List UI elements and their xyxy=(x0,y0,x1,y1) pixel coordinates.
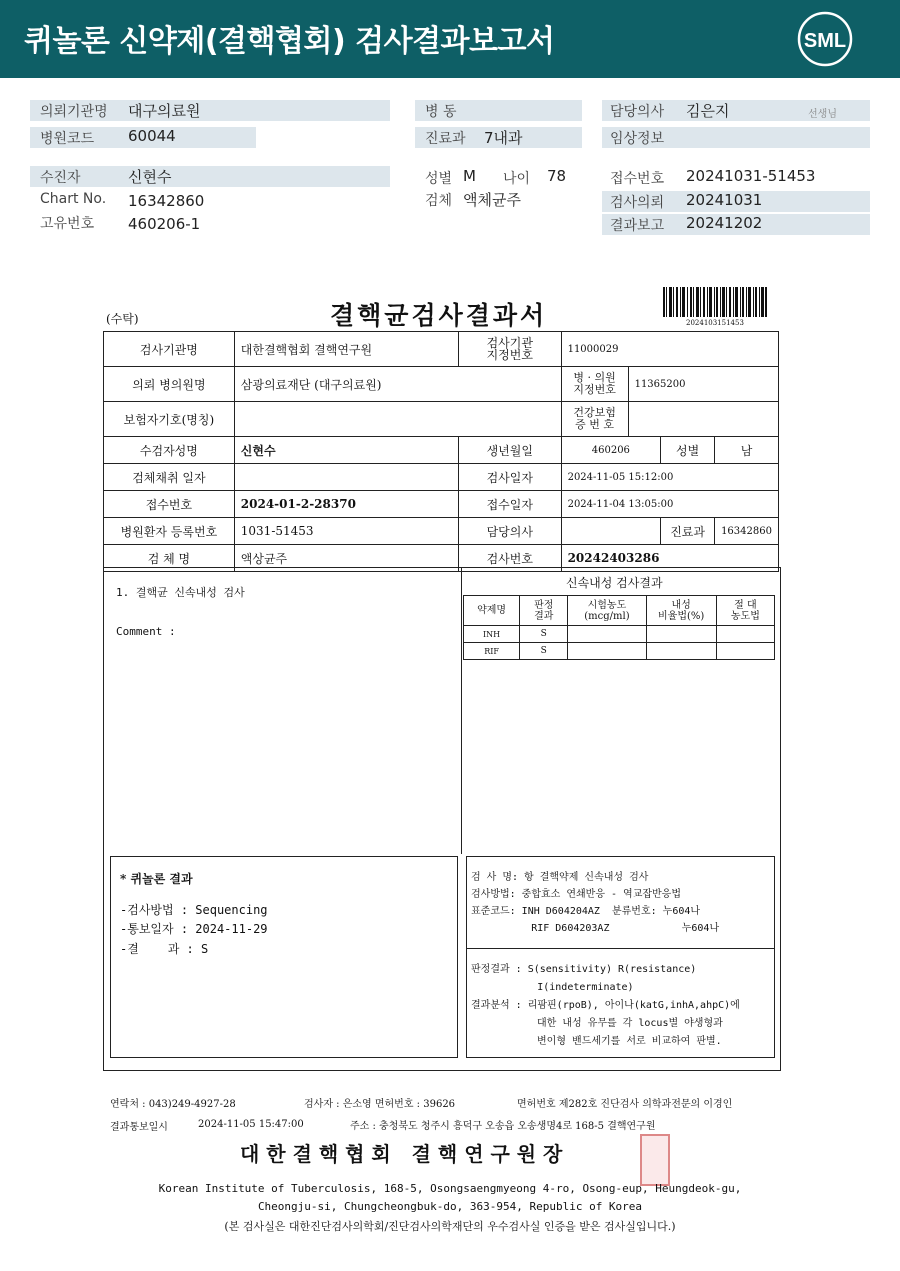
drug-absolute xyxy=(716,643,774,660)
request-label: 검사의뢰 xyxy=(610,195,665,211)
doctor-suffix: 선생님 xyxy=(808,109,837,120)
examinee-label: 수검자성명 xyxy=(104,437,235,464)
drug-header: 약제명 xyxy=(464,596,520,626)
comment-label: Comment : xyxy=(116,625,176,638)
ward-label: 병 동 xyxy=(425,104,457,120)
code-value: 60044 xyxy=(128,127,176,145)
patient-label: 수진자 xyxy=(40,170,81,186)
insurance-no-label: 건강보험 증 번 호 xyxy=(562,402,629,436)
patient-reg-value: 1031-51453 xyxy=(234,518,458,545)
examinee-value: 신현수 xyxy=(234,437,458,464)
quinolone-title: * 퀴놀론 결과 xyxy=(120,872,193,886)
receipt-value: 20241031-51453 xyxy=(686,167,816,185)
footer-license: 면허번호 제282호 진단검사 의학과전문의 이경인 xyxy=(517,1099,733,1110)
sample-value: 액상균주 xyxy=(234,545,458,572)
drug-ratio xyxy=(646,643,716,660)
patient-row-bg xyxy=(30,166,390,187)
dept-value: 7내과 xyxy=(484,129,523,147)
footer-note: (본 검사실은 대한진단검사의학회/진단검사의학재단의 우수검사실 인증을 받은 검사실입니다.) xyxy=(224,1220,676,1233)
insurance-no-value xyxy=(629,402,635,436)
drug-name: RIF xyxy=(464,643,520,660)
conc-header: 시험농도 (mcg/ml) xyxy=(568,596,646,626)
footer-notify-label: 결과통보일시 xyxy=(110,1122,168,1133)
hospital-id-label: 병 · 의원 지정번호 xyxy=(562,367,629,401)
test-date-label: 검사일자 xyxy=(459,464,562,491)
interp-line5: 변이형 밴드세기를 서로 비교하여 판별. xyxy=(537,1036,722,1047)
uid-label: 고유번호 xyxy=(40,216,95,232)
footer-org-name: 대 한 결 핵 협 회 결 핵 연 구 원 장 xyxy=(240,1142,563,1166)
patient-reg-label: 병원환자 등록번호 xyxy=(104,518,235,545)
sml-logo-icon xyxy=(796,10,854,68)
rapid-result-title: 신속내성 검사결과 xyxy=(566,576,663,590)
quinolone-result: -결 과 : S xyxy=(120,942,209,956)
chart-label: Chart No. xyxy=(40,191,107,207)
chart-value: 16342860 xyxy=(128,192,205,210)
footer-eng2: Cheongju-si, Chungcheongbuk-do, 363-954, Republic of Korea xyxy=(257,1200,643,1213)
receipt-date-value: 2024-11-04 13:05:00 xyxy=(561,491,778,518)
doc-sex-label: 성별 xyxy=(661,437,715,464)
doc-sex-value: 남 xyxy=(715,437,779,464)
test-no-label: 검사번호 xyxy=(459,545,562,572)
inst-label: 의뢰기관명 xyxy=(40,104,108,120)
drug-result: S xyxy=(520,643,568,660)
ratio-header: 내성 비율법(%) xyxy=(646,596,716,626)
specimen-value: 액체균주 xyxy=(463,191,521,209)
footer-tester: 검사자 : 은소영 면허번호 : 39626 xyxy=(304,1099,456,1110)
test-no-value: 20242403286 xyxy=(561,545,778,572)
header-bar xyxy=(0,0,900,78)
barcode-number: 2024103151453 xyxy=(686,319,744,327)
sex-label: 성별 xyxy=(425,171,453,187)
hospital-label: 의뢰 병의원명 xyxy=(104,367,235,402)
interp-line4: 대한 내성 유무를 각 locus별 야생형과 xyxy=(537,1018,723,1029)
report-label: 결과보고 xyxy=(610,218,665,234)
result-table xyxy=(103,331,779,572)
doc-receipt-label: 접수번호 xyxy=(104,491,235,518)
inst-name-label: 검사기관명 xyxy=(104,332,235,367)
drug-conc xyxy=(568,643,646,660)
footer-contact: 연락처 : 043)249-4927-28 xyxy=(110,1099,236,1110)
consign-label: (수탁) xyxy=(106,312,139,326)
code-label: 병원코드 xyxy=(40,131,95,147)
doctor-label: 담당의사 xyxy=(610,104,665,120)
doc-dept-label: 진료과 xyxy=(661,518,715,545)
logo-text: SML xyxy=(803,30,847,52)
method-line4: RIF D604203AZ 누604나 xyxy=(471,923,720,934)
birth-value: 460206 xyxy=(561,437,661,464)
test-name: 1. 결핵균 신속내성 검사 xyxy=(116,586,245,599)
receipt-label: 접수번호 xyxy=(610,171,665,187)
footer-notify-value: 2024-11-05 15:47:00 xyxy=(198,1119,304,1130)
patient-value: 신현수 xyxy=(128,168,172,186)
doc-doctor-label: 담당의사 xyxy=(459,518,562,545)
insurer-label: 보험자기호(명칭) xyxy=(104,402,235,437)
age-value: 78 xyxy=(547,167,567,185)
footer-eng1: Korean Institute of Tuberculosis, 168-5, Osongsaengmyeong 4-ro, Osong-eup, Heungdeok-gu, xyxy=(158,1182,742,1195)
sample-label: 검 체 명 xyxy=(104,545,235,572)
inst-id-label: 검사기관 지정번호 xyxy=(459,332,562,367)
receipt-date-label: 접수일자 xyxy=(459,491,562,518)
doc-title: 결핵균검사결과서 xyxy=(330,301,548,330)
doc-receipt-value: 2024-01-2-28370 xyxy=(234,491,458,518)
quinolone-method: -검사방법 : Sequencing xyxy=(120,903,268,917)
collect-date-label: 검체채취 일자 xyxy=(104,464,235,491)
official-seal-icon xyxy=(640,1134,670,1186)
inst-name-value: 대한결핵협회 결핵연구원 xyxy=(234,332,458,367)
drug-ratio xyxy=(646,626,716,643)
method-line1: 검 사 명: 항 결핵약제 신속내성 검사 xyxy=(471,872,649,883)
method-line2: 검사방법: 중합효소 연쇄반응 - 역교잡반응법 xyxy=(471,889,682,900)
interp-text xyxy=(471,961,740,1051)
interp-line1: 판정결과 : S(sensitivity) R(resistance) xyxy=(471,964,697,975)
drug-result: S xyxy=(520,626,568,643)
specimen-label: 검체 xyxy=(425,193,453,209)
method-text xyxy=(471,869,719,937)
uid-value: 460206-1 xyxy=(128,215,201,233)
collect-date-value xyxy=(234,464,458,491)
doc-doctor-value xyxy=(561,518,661,545)
absolute-header: 절 대 농도법 xyxy=(716,596,774,626)
sex-value: M xyxy=(463,167,476,185)
report-value: 20241202 xyxy=(686,214,763,232)
doctor-value: 김은지 xyxy=(686,102,730,120)
method-divider xyxy=(466,948,774,949)
drug-name: INH xyxy=(464,626,520,643)
interp-line3: 결과분석 : 리팜핀(rpoB), 아이나(katG,inhA,ahpC)에 xyxy=(471,1000,740,1011)
quinolone-date: -통보일자 : 2024-11-29 xyxy=(120,922,268,936)
test-date-value: 2024-11-05 15:12:00 xyxy=(561,464,778,491)
hospital-id-value: 11365200 xyxy=(634,378,686,390)
doc-dept-value: 16342860 xyxy=(715,518,779,545)
results-divider xyxy=(461,567,462,854)
age-label: 나이 xyxy=(503,171,531,187)
request-value: 20241031 xyxy=(686,191,763,209)
drug-conc xyxy=(568,626,646,643)
drug-table xyxy=(463,595,775,660)
insurer-value xyxy=(234,402,561,437)
birth-label: 생년월일 xyxy=(459,437,562,464)
clinical-label: 임상정보 xyxy=(610,131,665,147)
barcode-icon xyxy=(663,287,767,317)
report-title: 퀴놀론 신약제(결핵협회) 검사결과보고서 xyxy=(24,24,555,59)
dept-label: 진료과 xyxy=(425,131,466,147)
interp-line2: I(indeterminate) xyxy=(471,982,634,993)
method-line3: 표준코드: INH D604204AZ 분류번호: 누604나 xyxy=(471,906,701,917)
drug-absolute xyxy=(716,626,774,643)
footer-address: 주소 : 충청북도 청주시 흥덕구 오송읍 오송생명4로 168-5 결핵연구원 xyxy=(350,1121,656,1132)
inst-value: 대구의료원 xyxy=(128,102,201,120)
hospital-value: 삼광의료재단 (대구의료원) xyxy=(234,367,561,402)
judge-header: 판정 결과 xyxy=(520,596,568,626)
inst-id-value: 11000029 xyxy=(561,332,778,367)
